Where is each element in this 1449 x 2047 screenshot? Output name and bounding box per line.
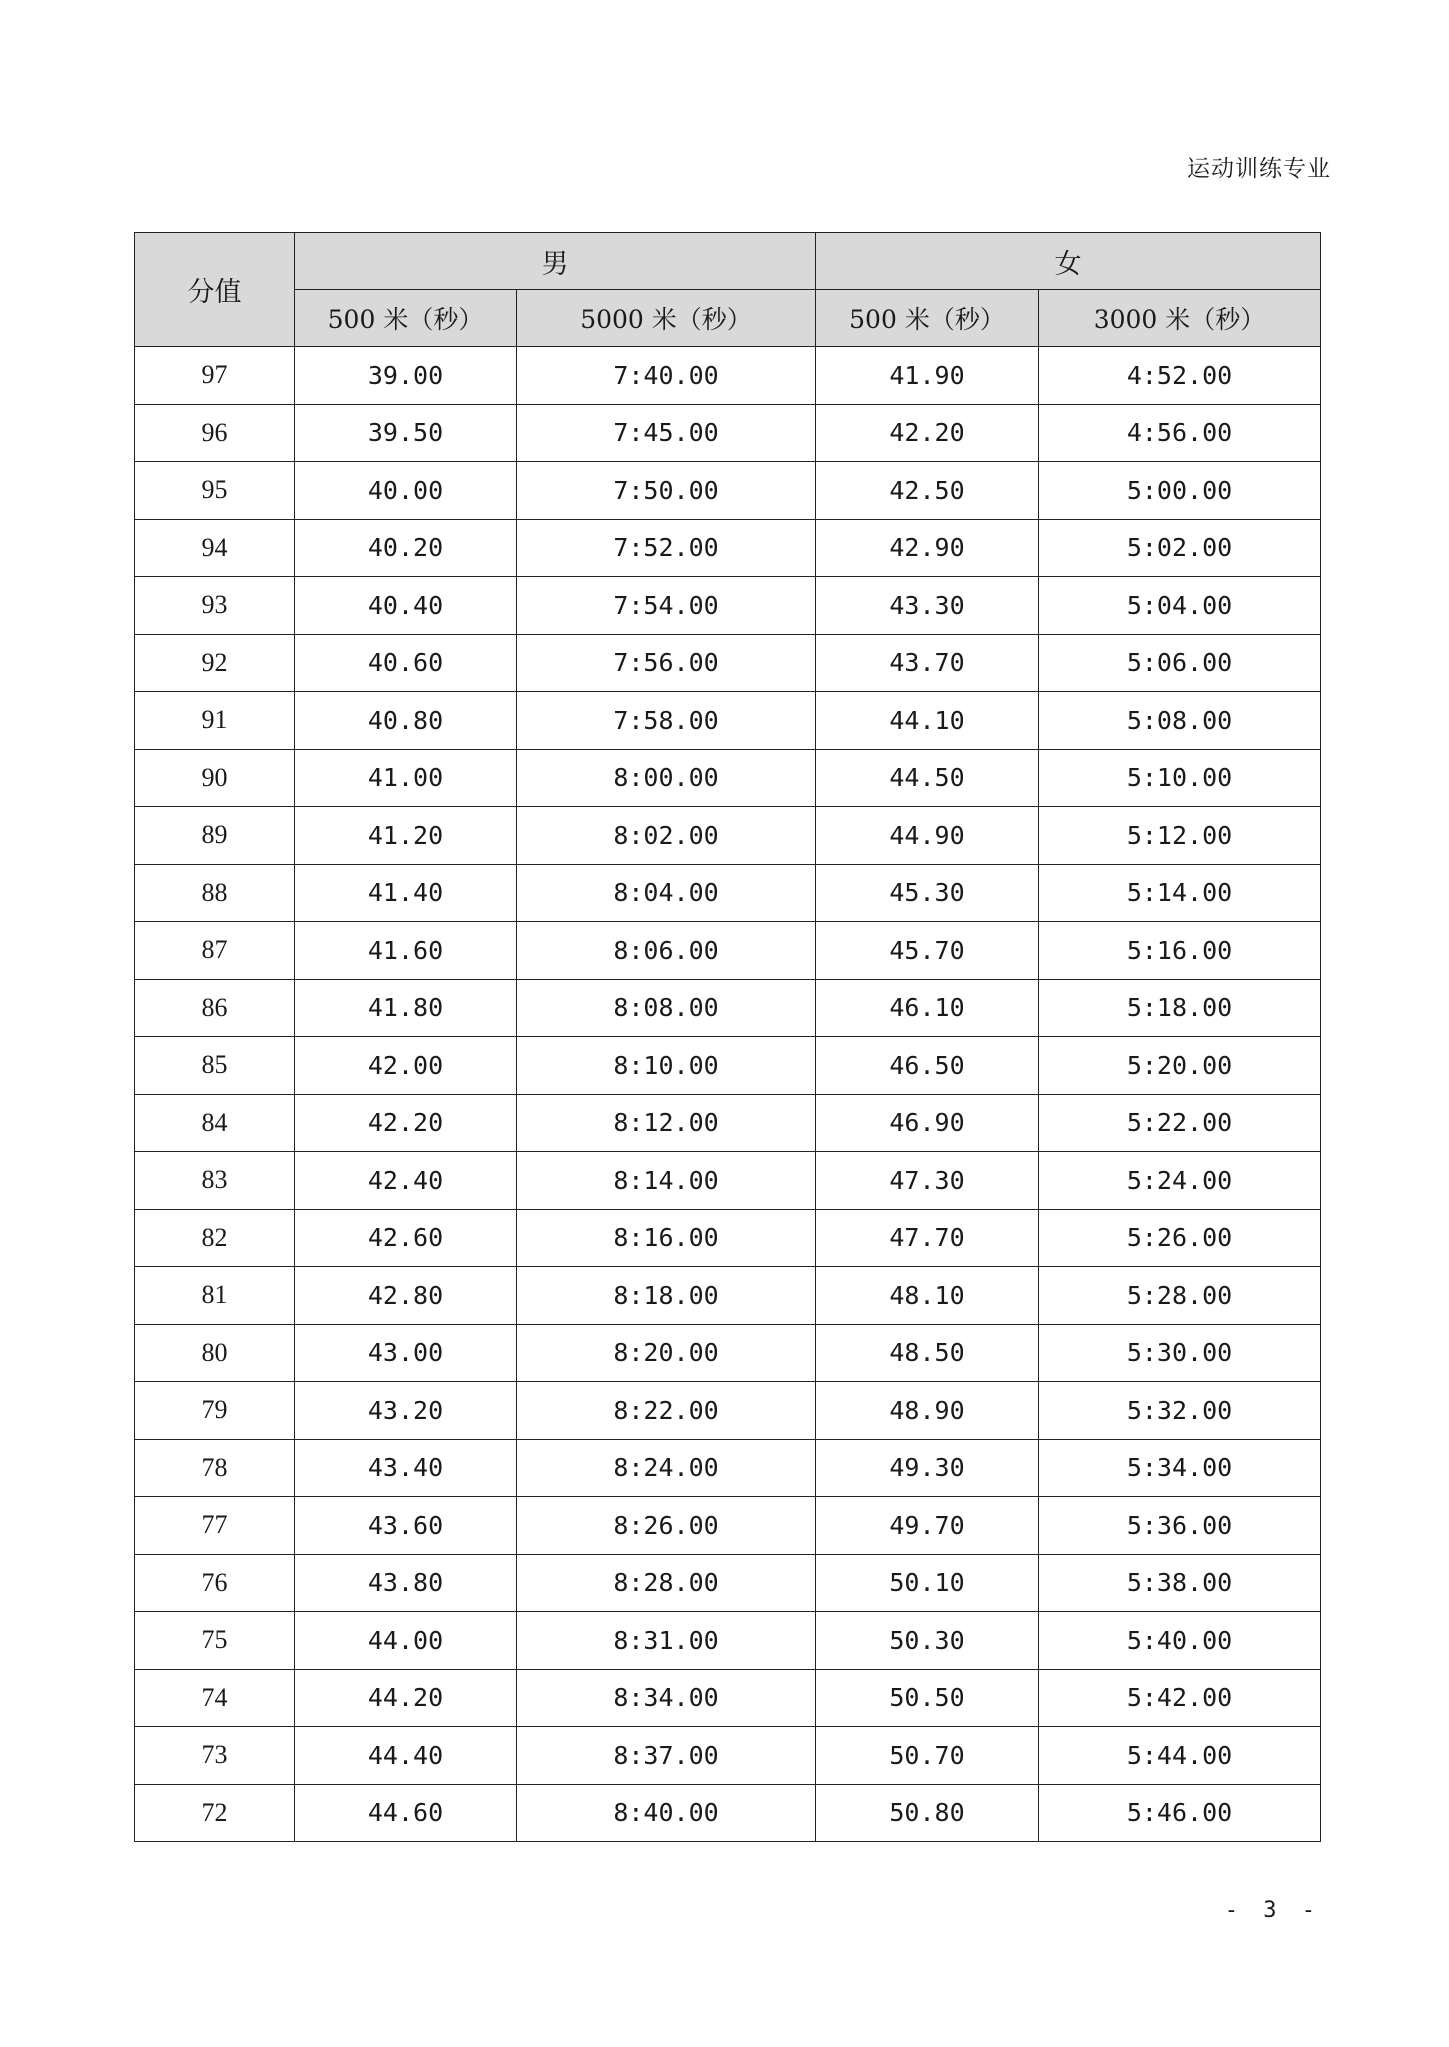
female-3000m-cell: 5:00.00 [1039,462,1321,520]
female-3000m-cell: 5:08.00 [1039,692,1321,750]
score-cell: 81 [135,1267,295,1325]
female-500m-cell: 50.70 [816,1727,1039,1785]
score-cell: 93 [135,577,295,635]
male-500m-cell: 39.00 [295,347,517,405]
table-row [135,1612,1321,1670]
male-5000m-cell: 8:22.00 [517,1382,816,1440]
female-500m-cell: 50.50 [816,1669,1039,1727]
score-cell: 87 [135,922,295,980]
male-5000m-cell: 8:18.00 [517,1267,816,1325]
male-500m-cell: 42.00 [295,1037,517,1095]
score-cell: 77 [135,1497,295,1555]
score-cell: 74 [135,1669,295,1727]
female-3000m-cell: 5:44.00 [1039,1727,1321,1785]
score-cell: 84 [135,1094,295,1152]
table-row [135,749,1321,807]
score-cell: 72 [135,1784,295,1842]
table-header [135,233,1321,347]
female-3000m-cell: 5:32.00 [1039,1382,1321,1440]
male-5000m-cell: 7:56.00 [517,634,816,692]
table-row [135,1784,1321,1842]
female-3000m-cell: 5:04.00 [1039,577,1321,635]
male-500m-cell: 40.40 [295,577,517,635]
score-cell: 89 [135,807,295,865]
document-header-title: 运动训练专业 [1187,156,1331,182]
male-500m-cell: 41.40 [295,864,517,922]
female-3000m-cell: 5:06.00 [1039,634,1321,692]
female-3000m-cell: 5:30.00 [1039,1324,1321,1382]
male-5000m-cell: 7:58.00 [517,692,816,750]
female-500m-cell: 41.90 [816,347,1039,405]
female-3000m-cell: 5:20.00 [1039,1037,1321,1095]
female-3000m-cell: 5:34.00 [1039,1439,1321,1497]
female-500m-cell: 42.50 [816,462,1039,520]
female-500m-cell: 48.10 [816,1267,1039,1325]
score-cell: 73 [135,1727,295,1785]
female-3000m-header: 3000 米（秒） [1039,290,1321,347]
male-500m-cell: 43.00 [295,1324,517,1382]
female-3000m-cell: 5:36.00 [1039,1497,1321,1555]
female-3000m-cell: 5:28.00 [1039,1267,1321,1325]
female-500m-cell: 46.50 [816,1037,1039,1095]
score-cell: 97 [135,347,295,405]
male-5000m-cell: 7:40.00 [517,347,816,405]
male-5000m-cell: 7:45.00 [517,404,816,462]
male-500m-cell: 41.00 [295,749,517,807]
male-500m-cell: 40.60 [295,634,517,692]
female-3000m-cell: 5:22.00 [1039,1094,1321,1152]
male-5000m-cell: 7:50.00 [517,462,816,520]
male-500m-cell: 44.60 [295,1784,517,1842]
table-row [135,1324,1321,1382]
male-500m-cell: 40.20 [295,519,517,577]
female-500m-cell: 42.20 [816,404,1039,462]
male-5000m-cell: 8:14.00 [517,1152,816,1210]
male-500m-cell: 43.40 [295,1439,517,1497]
male-5000m-cell: 8:34.00 [517,1669,816,1727]
page-number: - 3 - [1224,1898,1321,1923]
table-row [135,1497,1321,1555]
female-3000m-cell: 5:10.00 [1039,749,1321,807]
male-5000m-cell: 7:54.00 [517,577,816,635]
score-cell: 75 [135,1612,295,1670]
female-3000m-cell: 5:42.00 [1039,1669,1321,1727]
table-row [135,692,1321,750]
male-500m-cell: 43.60 [295,1497,517,1555]
male-5000m-cell: 8:00.00 [517,749,816,807]
score-cell: 83 [135,1152,295,1210]
score-cell: 95 [135,462,295,520]
score-table [134,232,1321,1842]
male-500m-cell: 43.20 [295,1382,517,1440]
female-500m-cell: 44.50 [816,749,1039,807]
female-500m-cell: 44.10 [816,692,1039,750]
female-500m-cell: 44.90 [816,807,1039,865]
score-cell: 86 [135,979,295,1037]
male-5000m-cell: 8:40.00 [517,1784,816,1842]
table-row [135,1037,1321,1095]
male-5000m-cell: 8:10.00 [517,1037,816,1095]
male-500m-cell: 39.50 [295,404,517,462]
female-3000m-cell: 5:16.00 [1039,922,1321,980]
table-row [135,634,1321,692]
female-500m-cell: 50.80 [816,1784,1039,1842]
male-5000m-cell: 7:52.00 [517,519,816,577]
score-cell: 76 [135,1554,295,1612]
female-500m-cell: 47.30 [816,1152,1039,1210]
female-3000m-cell: 5:24.00 [1039,1152,1321,1210]
male-5000m-cell: 8:24.00 [517,1439,816,1497]
female-3000m-cell: 5:46.00 [1039,1784,1321,1842]
score-cell: 82 [135,1209,295,1267]
male-5000m-cell: 8:04.00 [517,864,816,922]
table-row [135,519,1321,577]
score-cell: 79 [135,1382,295,1440]
male-500m-cell: 42.60 [295,1209,517,1267]
table-row [135,462,1321,520]
male-5000m-cell: 8:31.00 [517,1612,816,1670]
score-cell: 90 [135,749,295,807]
table-body [135,347,1321,1842]
female-500m-cell: 45.30 [816,864,1039,922]
female-500m-cell: 45.70 [816,922,1039,980]
score-cell: 94 [135,519,295,577]
table-row [135,404,1321,462]
male-500m-cell: 42.20 [295,1094,517,1152]
female-3000m-cell: 4:52.00 [1039,347,1321,405]
table-row [135,577,1321,635]
male-500m-cell: 42.80 [295,1267,517,1325]
table-row [135,1727,1321,1785]
female-500m-cell: 46.10 [816,979,1039,1037]
score-cell: 92 [135,634,295,692]
table-row [135,1152,1321,1210]
male-500m-cell: 41.20 [295,807,517,865]
male-500m-cell: 41.80 [295,979,517,1037]
female-500m-cell: 43.70 [816,634,1039,692]
male-group-header: 男 [295,233,816,290]
male-500m-cell: 44.20 [295,1669,517,1727]
male-500m-header: 500 米（秒） [295,290,517,347]
table-row [135,1439,1321,1497]
female-500m-cell: 42.90 [816,519,1039,577]
female-3000m-cell: 5:38.00 [1039,1554,1321,1612]
female-500m-cell: 49.70 [816,1497,1039,1555]
female-3000m-cell: 5:14.00 [1039,864,1321,922]
female-3000m-cell: 5:12.00 [1039,807,1321,865]
table-row [135,979,1321,1037]
male-5000m-cell: 8:02.00 [517,807,816,865]
male-5000m-cell: 8:26.00 [517,1497,816,1555]
female-500m-cell: 50.30 [816,1612,1039,1670]
score-column-header: 分值 [135,233,295,347]
male-5000m-cell: 8:28.00 [517,1554,816,1612]
table-row [135,1554,1321,1612]
female-group-header: 女 [816,233,1321,290]
male-5000m-cell: 8:06.00 [517,922,816,980]
male-500m-cell: 40.00 [295,462,517,520]
female-3000m-cell: 5:02.00 [1039,519,1321,577]
score-cell: 91 [135,692,295,750]
male-500m-cell: 42.40 [295,1152,517,1210]
female-500m-cell: 43.30 [816,577,1039,635]
table-row [135,922,1321,980]
female-3000m-cell: 4:56.00 [1039,404,1321,462]
male-500m-cell: 40.80 [295,692,517,750]
table-row [135,1267,1321,1325]
table-row [135,864,1321,922]
table-row [135,807,1321,865]
female-500m-cell: 48.50 [816,1324,1039,1382]
female-3000m-cell: 5:18.00 [1039,979,1321,1037]
score-cell: 78 [135,1439,295,1497]
female-500m-cell: 48.90 [816,1382,1039,1440]
table-row [135,347,1321,405]
female-3000m-cell: 5:40.00 [1039,1612,1321,1670]
female-500m-cell: 47.70 [816,1209,1039,1267]
female-3000m-cell: 5:26.00 [1039,1209,1321,1267]
table-row [135,1094,1321,1152]
male-5000m-cell: 8:16.00 [517,1209,816,1267]
male-5000m-cell: 8:12.00 [517,1094,816,1152]
table-row [135,1209,1321,1267]
female-500m-cell: 49.30 [816,1439,1039,1497]
score-cell: 80 [135,1324,295,1382]
table-row [135,1382,1321,1440]
male-500m-cell: 41.60 [295,922,517,980]
score-cell: 85 [135,1037,295,1095]
female-500m-cell: 46.90 [816,1094,1039,1152]
score-cell: 88 [135,864,295,922]
female-500m-cell: 50.10 [816,1554,1039,1612]
table-row [135,1669,1321,1727]
male-5000m-cell: 8:20.00 [517,1324,816,1382]
male-5000m-header: 5000 米（秒） [517,290,816,347]
male-5000m-cell: 8:37.00 [517,1727,816,1785]
male-5000m-cell: 8:08.00 [517,979,816,1037]
male-500m-cell: 44.00 [295,1612,517,1670]
male-500m-cell: 43.80 [295,1554,517,1612]
male-500m-cell: 44.40 [295,1727,517,1785]
female-500m-header: 500 米（秒） [816,290,1039,347]
score-cell: 96 [135,404,295,462]
